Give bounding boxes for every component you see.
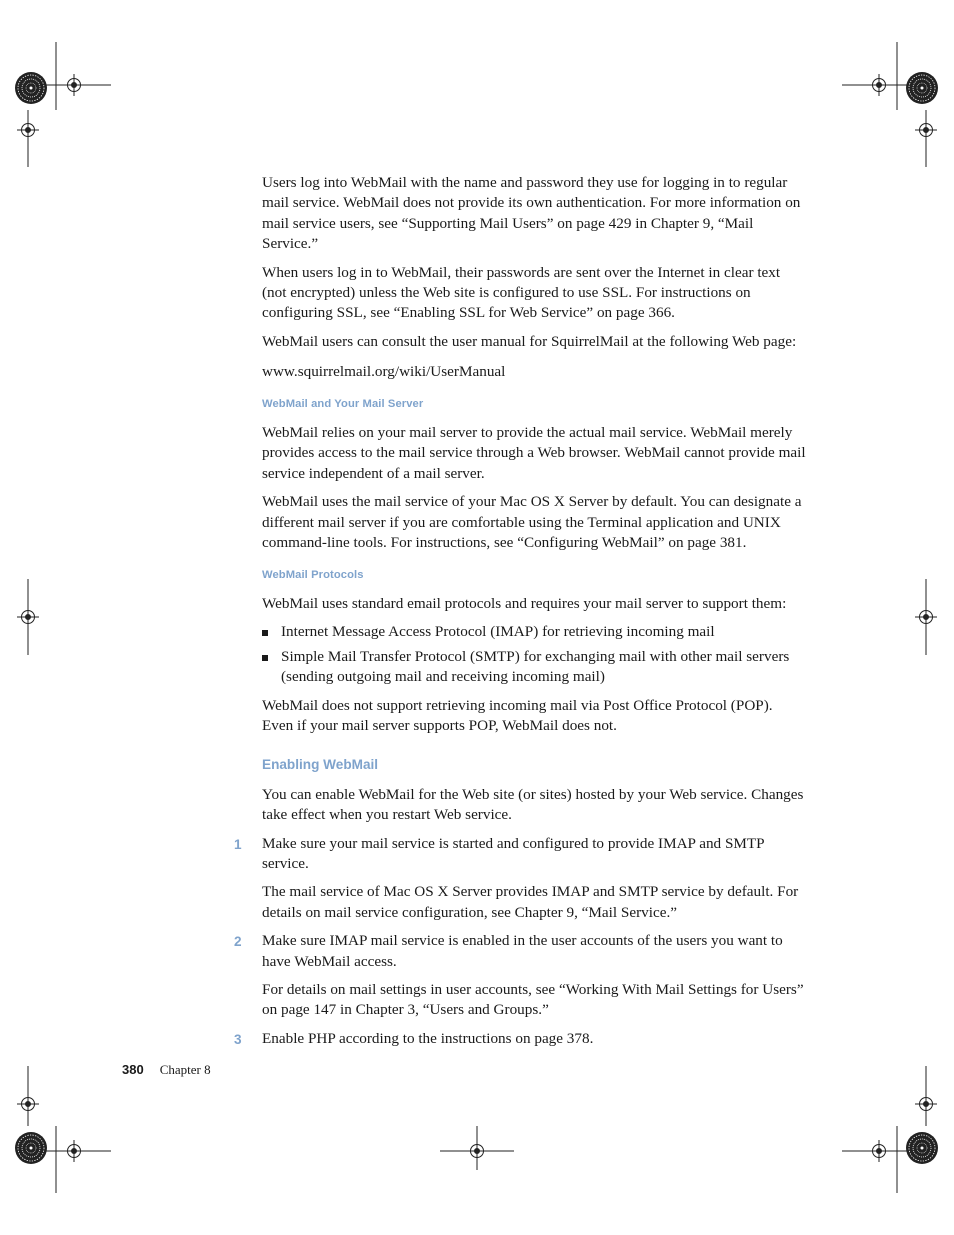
list-item: Simple Mail Transfer Protocol (SMTP) for exchanging mail with other mail servers (sending outgoing mail and receiving incoming mail) — [262, 647, 807, 688]
intro-paragraph-1: Users log into WebMail with the name and password they use for logging in to regular mail service. WebMail does not provide its own authentication. For more information on mail service users, see “Supporting Mail Users” on page 429 in Chapter 9, “Mail Service.” — [262, 174, 801, 253]
step-number: 2 — [234, 934, 242, 950]
intro-paragraph-2: When users log in to WebMail, their passwords are sent over the Internet in clear text (not encrypted) unless the Web site is configured to use SSL. For instructions on configuring SSL, see “Enabling SSL for Web Service” on page 366. — [262, 263, 781, 322]
step-3 — [234, 1029, 807, 1049]
mail-server-paragraph-1: WebMail relies on your mail server to provide the actual mail service. WebMail merely provides access to the mail service through a Web browser. WebMail cannot provide mail service independent of a mail server. — [262, 424, 806, 482]
step-text: Make sure IMAP mail service is enabled in the user accounts of the users you want to have WebMail access. — [262, 932, 783, 970]
step-text: Make sure your mail service is started and configured to provide IMAP and SMTP service. — [262, 834, 765, 872]
enabling-webmail-heading: Enabling WebMail — [262, 757, 379, 773]
step-1-note: The mail service of Mac OS X Server provides IMAP and SMTP service by default. For details on mail service configuration, see Chapter 9, “Mail Service.” — [262, 883, 799, 921]
intro-paragraph-3: WebMail users can consult the user manual for SquirrelMail at the following Web page: — [262, 332, 797, 350]
step-1 — [234, 834, 807, 875]
protocols-paragraph-2: WebMail does not support retrieving incoming mail via Post Office Protocol (POP). Even if your mail server supports POP, WebMail does not. — [262, 696, 773, 734]
step-2-note: For details on mail settings in user accounts, see “Working With Mail Settings for Users” on page 147 in Chapter 3, “Users and Groups.” — [262, 981, 804, 1019]
protocols-paragraph-1: WebMail uses standard email protocols and requires your mail server to support them: — [262, 594, 787, 612]
protocols-heading: WebMail Protocols — [262, 568, 364, 581]
mail-server-paragraph-2: WebMail uses the mail service of your Mac OS X Server by default. You can designate a different mail server if you are comfortable using the Terminal application and UNIX command-line tools. For instructions, see “Configuring WebMail” on page 381. — [262, 493, 802, 552]
step-text: Enable PHP according to the instructions on page 378. — [262, 1029, 594, 1047]
protocols-list — [262, 622, 807, 687]
mail-server-heading: WebMail and Your Mail Server — [262, 397, 424, 410]
step-2 — [234, 931, 807, 972]
list-item: Internet Message Access Protocol (IMAP) for retrieving incoming mail — [262, 622, 807, 642]
step-number: 1 — [234, 836, 242, 852]
chapter-label: Chapter 8 — [159, 1062, 211, 1077]
step-number: 3 — [234, 1031, 242, 1047]
enabling-paragraph-1: You can enable WebMail for the Web site (or sites) hosted by your Web service. Changes take effect when you restart Web service. — [262, 785, 804, 824]
page-body — [234, 173, 807, 1057]
squirrelmail-url: www.squirrelmail.org/wiki/UserManual — [262, 363, 506, 381]
bullet-icon — [262, 630, 268, 636]
bullet-icon — [262, 655, 268, 661]
page-footer — [122, 1062, 211, 1078]
page-number: 380 — [122, 1062, 144, 1077]
